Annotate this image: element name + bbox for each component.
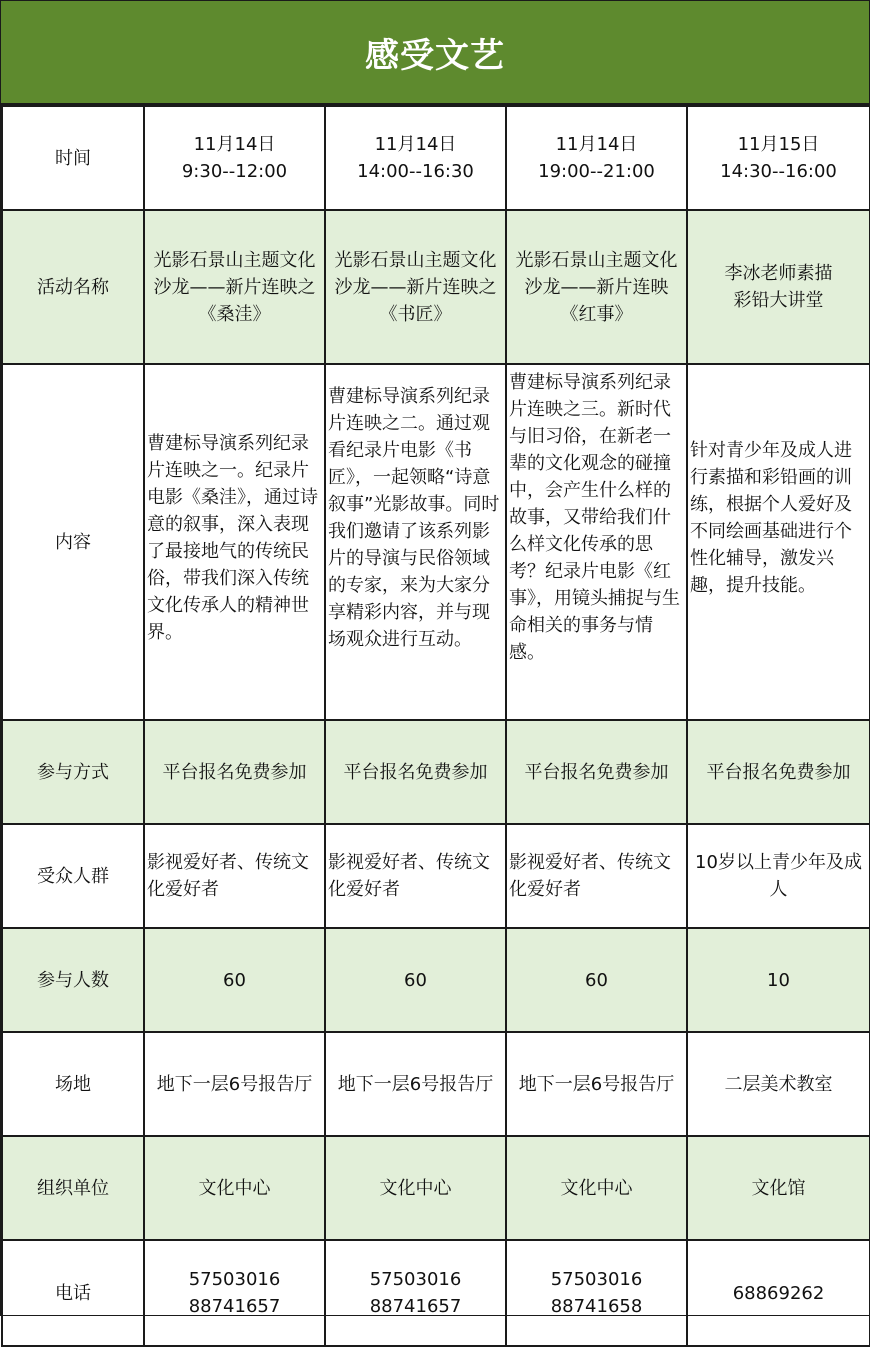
organizer-cell: 文化中心 xyxy=(506,1136,687,1240)
phone-number: 68869262 xyxy=(732,1282,825,1304)
phone-number: 57503016 xyxy=(188,1269,281,1290)
participation-method-cell: 平台报名免费参加 xyxy=(687,720,870,824)
row-phone xyxy=(2,1240,870,1346)
content-cell: 针对青少年及成人进行素描和彩铅画的训练，根据个人爱好及不同绘画基础进行个性化辅导，激发兴趣，提升技能。 xyxy=(687,364,870,720)
row-label-content: 内容 xyxy=(2,364,144,720)
phone-number: 88741657 xyxy=(369,1296,462,1317)
row-content xyxy=(2,364,870,720)
participant-count-cell: 60 xyxy=(506,928,687,1032)
row-participant-count xyxy=(2,928,870,1032)
phone-number: 57503016 xyxy=(369,1269,462,1290)
audience-cell: 影视爱好者、传统文化爱好者 xyxy=(325,824,506,928)
time-date: 11月14日 xyxy=(555,134,638,155)
organizer-cell: 文化馆 xyxy=(687,1136,870,1240)
activity-name-cell: 光影石景山主题文化沙龙——新片连映之《书匠》 xyxy=(325,210,506,364)
phone-number: 57503016 xyxy=(550,1269,643,1290)
row-venue xyxy=(2,1032,870,1136)
phone-cell xyxy=(506,1240,687,1346)
time-range: 14:30--16:00 xyxy=(720,161,837,182)
row-organizer xyxy=(2,1136,870,1240)
content-cell: 曹建标导演系列纪录片连映之三。新时代与旧习俗，在新老一辈的文化观念的碰撞中，会产生什么样的故事，又带给我们什么样文化传承的思考？纪录片电影《红事》，用镜头捕捉与生命相关的事务与情感。 xyxy=(506,364,687,720)
row-label-participant-count: 参与人数 xyxy=(2,928,144,1032)
activity-name-cell: 光影石景山主题文化沙龙——新片连映之《桑洼》 xyxy=(144,210,325,364)
phone-cell xyxy=(687,1240,870,1346)
row-label-organizer: 组织单位 xyxy=(2,1136,144,1240)
time-cell xyxy=(506,106,687,210)
row-participation-method xyxy=(2,720,870,824)
time-date: 11月14日 xyxy=(374,134,457,155)
audience-cell: 影视爱好者、传统文化爱好者 xyxy=(506,824,687,928)
participant-count-cell: 60 xyxy=(144,928,325,1032)
time-date: 11月14日 xyxy=(193,134,276,155)
row-label-audience: 受众人群 xyxy=(2,824,144,928)
row-time xyxy=(2,106,870,210)
time-cell xyxy=(325,106,506,210)
content-cell: 曹建标导演系列纪录片连映之二。通过观看纪录片电影《书匠》，一起领略“诗意叙事”光影故事。同时我们邀请了该系列影片的导演与民俗领域的专家，来为大家分享精彩内容，并与现场观众进行互动。 xyxy=(325,364,506,720)
participation-method-cell: 平台报名免费参加 xyxy=(506,720,687,824)
phone-number: 88741658 xyxy=(550,1296,643,1317)
time-range: 9:30--12:00 xyxy=(181,161,288,182)
venue-cell: 地下一层6号报告厅 xyxy=(144,1032,325,1136)
schedule-table xyxy=(1,105,870,1347)
organizer-cell: 文化中心 xyxy=(144,1136,325,1240)
time-date: 11月15日 xyxy=(737,134,820,155)
title-bar xyxy=(1,1,869,105)
venue-cell: 地下一层6号报告厅 xyxy=(506,1032,687,1136)
phone-number: 88741657 xyxy=(188,1296,281,1317)
audience-cell: 10岁以上青少年及成人 xyxy=(687,824,870,928)
participation-method-cell: 平台报名免费参加 xyxy=(144,720,325,824)
row-label-venue: 场地 xyxy=(2,1032,144,1136)
organizer-cell: 文化中心 xyxy=(325,1136,506,1240)
phone-cell xyxy=(144,1240,325,1346)
row-audience xyxy=(2,824,870,928)
time-range: 14:00--16:30 xyxy=(357,161,474,182)
content-cell: 曹建标导演系列纪录片连映之一。纪录片电影《桑洼》，通过诗意的叙事，深入表现了最接地气的传统民俗，带我们深入传统文化传承人的精神世界。 xyxy=(144,364,325,720)
activity-name-cell: 光影石景山主题文化沙龙——新片连映《红事》 xyxy=(506,210,687,364)
row-label-time: 时间 xyxy=(2,106,144,210)
time-cell xyxy=(687,106,870,210)
row-label-participation-method: 参与方式 xyxy=(2,720,144,824)
participant-count-cell: 10 xyxy=(687,928,870,1032)
row-label-phone: 电话 xyxy=(2,1240,144,1346)
venue-cell: 地下一层6号报告厅 xyxy=(325,1032,506,1136)
page-title: 感受文艺 xyxy=(365,35,505,76)
venue-cell: 二层美术教室 xyxy=(687,1032,870,1136)
row-label-activity-name: 活动名称 xyxy=(2,210,144,364)
row-activity-name xyxy=(2,210,870,364)
activity-name-cell: 李冰老师素描彩铅大讲堂 xyxy=(687,210,870,364)
participant-count-cell: 60 xyxy=(325,928,506,1032)
audience-cell: 影视爱好者、传统文化爱好者 xyxy=(144,824,325,928)
phone-cell xyxy=(325,1240,506,1346)
time-range: 19:00--21:00 xyxy=(538,161,655,182)
time-cell xyxy=(144,106,325,210)
participation-method-cell: 平台报名免费参加 xyxy=(325,720,506,824)
